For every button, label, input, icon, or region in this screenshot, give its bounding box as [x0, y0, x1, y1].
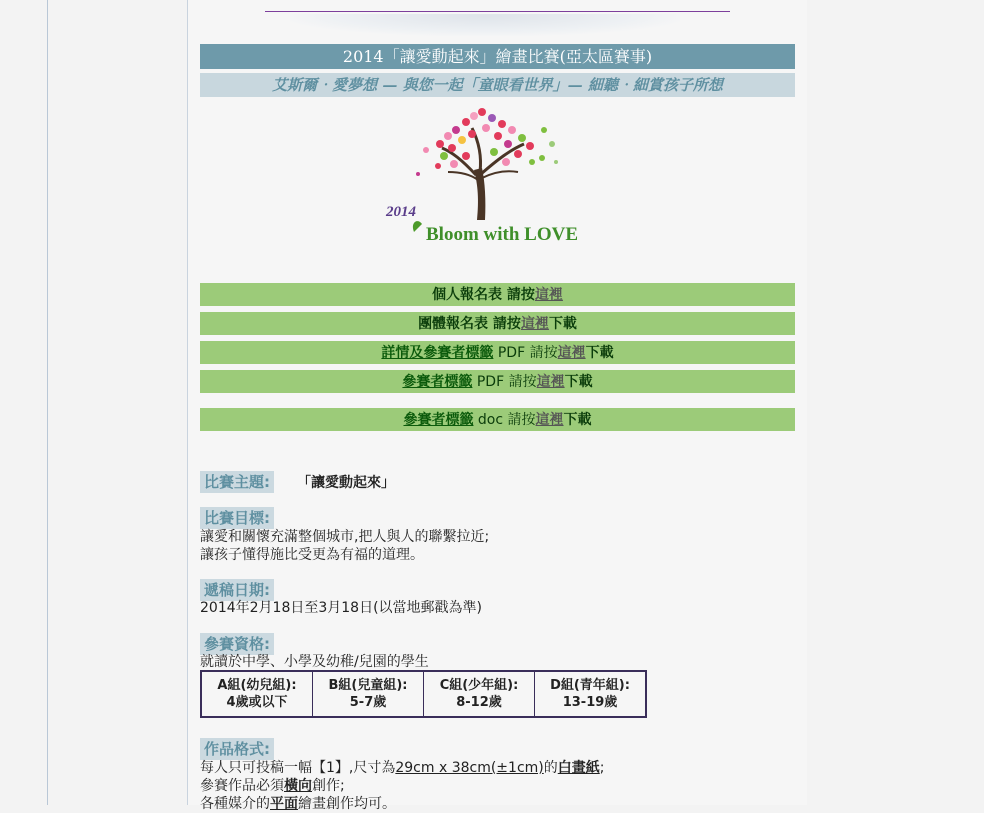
group-cell	[201, 671, 313, 717]
heart-leaves-icon	[416, 108, 558, 176]
download-group-form	[200, 312, 795, 335]
format-text-part: ;	[599, 760, 605, 776]
deadline-label: 遞稿日期:	[200, 579, 274, 601]
individual-form-link[interactable]: 這裡	[534, 287, 563, 303]
download-text: 下載	[564, 374, 593, 390]
details-labels-link[interactable]: 詳情及參賽者標籤	[381, 345, 494, 361]
bloom-with-love-logo	[382, 100, 622, 250]
labels-doc-here-link[interactable]: 這裡	[535, 412, 564, 428]
page-title: 2014「讓愛動起來」繪畫比賽(亞太區賽事)	[200, 44, 795, 69]
format-label: 作品格式:	[200, 738, 274, 760]
theme-value: 「讓愛動起來」	[297, 475, 395, 491]
group-age: 4歲或以下	[226, 695, 288, 710]
download-text: 下載	[563, 412, 592, 428]
download-labels-pdf	[200, 370, 795, 393]
group-name: B組(兒童組):	[328, 678, 408, 693]
group-name: D組(青年組):	[550, 678, 630, 693]
logo-year: 2014	[386, 204, 416, 220]
goal-label: 比賽目標:	[200, 507, 274, 529]
format-size: 29cm x 38cm(±1cm)	[395, 760, 544, 776]
format-text-part: 參賽作品必須	[200, 778, 284, 794]
download-details-labels-pdf	[200, 341, 795, 364]
header-cloud-decoration	[290, 14, 680, 36]
download-text: PDF 請按	[493, 345, 558, 361]
eligibility-label: 參賽資格:	[200, 633, 274, 655]
header-divider	[265, 11, 730, 12]
group-age: 8-12歲	[456, 695, 502, 710]
page-subtitle: 艾斯爾‧愛夢想 — 與您一起「童眼看世界」— 細聽‧細賞孩子所想	[200, 73, 795, 97]
labels-pdf-here-link[interactable]: 這裡	[536, 374, 565, 390]
group-age: 5-7歲	[349, 695, 387, 710]
logo-text: Bloom with LOVE	[426, 224, 579, 245]
download-text: 下載	[548, 316, 577, 332]
group-name: C組(少年組):	[439, 678, 519, 693]
group-cell	[535, 671, 647, 717]
format-orientation: 橫向	[284, 778, 312, 794]
download-text: doc 請按	[473, 412, 536, 428]
goal-line: 讓愛和關懷充滿整個城市,把人與人的聯繫拉近;	[200, 529, 490, 545]
group-name: A組(幼兒組):	[217, 678, 297, 693]
tree-trunk-icon	[442, 128, 524, 220]
group-cell	[313, 671, 424, 717]
format-text-part: 每人只可投稿一幅【1】,尺寸為	[200, 760, 396, 776]
group-form-link[interactable]: 這裡	[520, 316, 549, 332]
age-groups-table	[200, 670, 647, 718]
deadline-text: 2014年2月18日至3月18日(以當地郵戳為準)	[200, 600, 482, 616]
format-text-part: 創作;	[312, 778, 345, 794]
theme-label: 比賽主題:	[200, 471, 274, 493]
goal-text	[200, 528, 489, 564]
group-age: 13-19歲	[562, 695, 618, 710]
format-text-part: 各種媒介的	[200, 796, 270, 812]
format-paper: 白畫紙	[557, 760, 600, 776]
format-text-part: 的	[543, 760, 558, 776]
format-line	[200, 759, 604, 777]
download-text: 下載	[585, 345, 614, 361]
group-cell	[424, 671, 535, 717]
labels-doc-link[interactable]: 參賽者標籤	[403, 412, 474, 428]
details-pdf-here-link[interactable]: 這裡	[557, 345, 586, 361]
format-line	[200, 795, 604, 813]
labels-pdf-link[interactable]: 參賽者標籤	[402, 374, 473, 390]
download-text: 個人報名表 請按	[432, 287, 535, 303]
format-text-part: 繪畫創作均可。	[298, 796, 396, 812]
format-line	[200, 777, 604, 795]
download-text: 團體報名表 請按	[418, 316, 521, 332]
eligibility-text: 就讀於中學、小學及幼稚/兒園的學生	[200, 654, 429, 670]
download-text: PDF 請按	[472, 374, 537, 390]
download-individual-form	[200, 283, 795, 306]
download-labels-doc	[200, 408, 795, 431]
frame-left-border	[47, 0, 48, 805]
goal-line: 讓孩子懂得施比受更為有福的道理。	[200, 547, 424, 563]
format-medium: 平面	[270, 796, 298, 812]
